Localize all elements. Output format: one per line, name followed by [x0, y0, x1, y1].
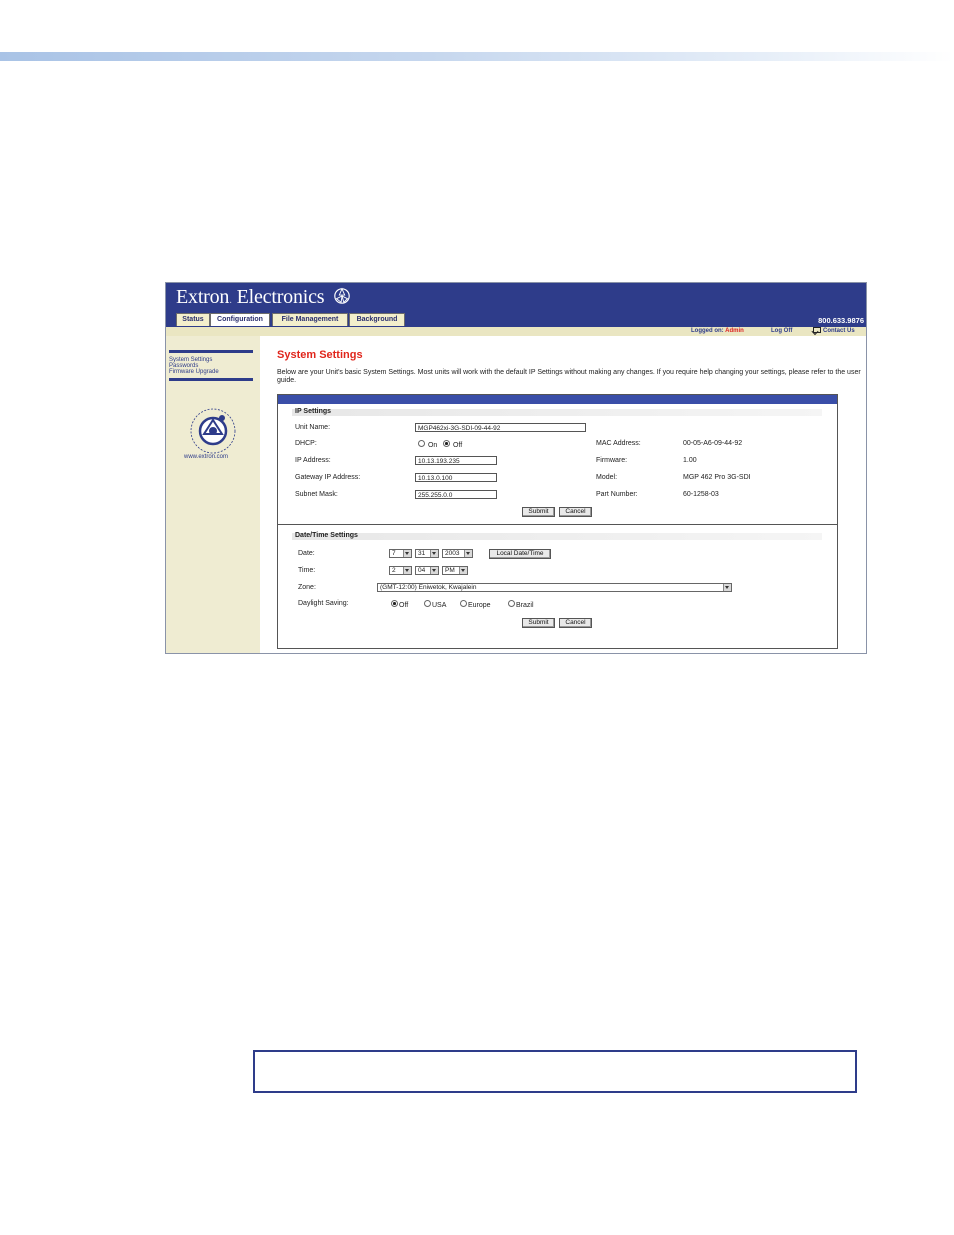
- year-select[interactable]: [442, 549, 473, 558]
- brand-name-part: Extron: [176, 286, 230, 308]
- info-bar: [166, 327, 866, 336]
- brand-name-part: Electronics: [236, 286, 325, 308]
- chevron-down-icon: [403, 550, 411, 557]
- minute-select[interactable]: [415, 566, 439, 575]
- ampm-value: PM: [445, 567, 455, 574]
- page-title: System Settings: [277, 349, 363, 361]
- dst-europe-radio[interactable]: [460, 600, 491, 609]
- contact-us-link[interactable]: [813, 327, 855, 336]
- sidebar-item-firmware-upgrade[interactable]: Firmware Upgrade: [169, 369, 219, 375]
- dst-brazil-label: Brazil: [516, 602, 534, 609]
- chevron-down-icon: [430, 567, 438, 574]
- part-number-value: 60-1258-03: [683, 491, 719, 498]
- dst-off-radio[interactable]: [391, 600, 408, 609]
- ip-cancel-button[interactable]: Cancel: [559, 507, 592, 517]
- page-top-bar: [0, 52, 954, 61]
- sidebar: [166, 336, 260, 654]
- mac-address-value: 00-05-A6-09-44-92: [683, 440, 743, 447]
- part-number-label: Part Number:: [596, 491, 638, 498]
- ip-section-band: [292, 409, 822, 416]
- dhcp-label: DHCP:: [295, 440, 317, 447]
- ip-submit-button[interactable]: Submit: [522, 507, 555, 517]
- section-divider: [278, 524, 837, 525]
- award-seal-icon: [188, 406, 238, 456]
- radio-icon: [418, 440, 425, 447]
- intro-text: Below are your Unit's basic System Settings. Most units will work with the default IP Settings without making any changes. If you require help changing your settings, please refer to the user guide.: [277, 369, 861, 384]
- radio-icon: [460, 600, 467, 607]
- firmware-value: 1.00: [683, 457, 697, 464]
- chevron-down-icon: [464, 550, 472, 557]
- header-banner: [166, 283, 866, 327]
- tab-status[interactable]: Status: [176, 313, 210, 326]
- globe-icon: [333, 287, 351, 305]
- zone-label: Zone:: [298, 584, 316, 591]
- tab-file-management[interactable]: File Management: [272, 313, 348, 326]
- sidebar-rule-top: [169, 350, 253, 353]
- chevron-down-icon: [403, 567, 411, 574]
- subnet-mask-label: Subnet Mask:: [295, 491, 338, 498]
- sidebar-rule-bottom: [169, 378, 253, 381]
- browser-screenshot: [165, 282, 867, 654]
- dst-europe-label: Europe: [468, 602, 491, 609]
- datetime-settings-heading: Date/Time Settings: [295, 532, 358, 539]
- dhcp-on-radio[interactable]: [418, 440, 437, 449]
- firmware-label: Firmware:: [596, 457, 628, 464]
- phone-number: 800.633.9876: [818, 316, 864, 325]
- ip-address-input[interactable]: 10.13.193.235: [415, 456, 497, 465]
- ampm-select[interactable]: [442, 566, 468, 575]
- chevron-down-icon: [723, 584, 731, 591]
- time-label: Time:: [298, 567, 316, 574]
- mail-icon: [813, 327, 821, 333]
- unit-name-label: Unit Name:: [295, 424, 331, 431]
- dst-usa-label: USA: [432, 602, 447, 609]
- local-date-time-button[interactable]: Local Date/Time: [489, 549, 551, 559]
- daylight-saving-label: Daylight Saving:: [298, 600, 349, 607]
- hour-value: 2: [392, 567, 396, 574]
- dst-usa-radio[interactable]: [424, 600, 446, 609]
- minute-value: 04: [418, 567, 426, 574]
- model-label: Model:: [596, 474, 618, 481]
- dhcp-on-label: On: [427, 442, 438, 449]
- model-value: MGP 462 Pro 3G-SDI: [683, 474, 751, 481]
- radio-icon: [424, 600, 431, 607]
- logged-on-user: Admin: [725, 328, 744, 334]
- chevron-down-icon: [459, 567, 467, 574]
- ip-settings-heading: IP Settings: [295, 408, 332, 415]
- month-select[interactable]: [389, 549, 412, 558]
- settings-panel: [277, 394, 838, 649]
- subnet-mask-input[interactable]: 255.255.0.0: [415, 490, 497, 499]
- gateway-input[interactable]: 10.13.0.100: [415, 473, 497, 482]
- brand-dot: .: [229, 294, 232, 306]
- zone-value: (GMT-12:00) Eniwetok, Kwajalein: [380, 584, 477, 591]
- tab-background[interactable]: Background: [349, 313, 405, 326]
- dhcp-off-radio[interactable]: [443, 440, 462, 449]
- contact-us-label: Contact Us: [823, 328, 855, 334]
- logged-on-label: Logged on:: [691, 328, 724, 334]
- chevron-down-icon: [430, 550, 438, 557]
- ip-address-label: IP Address:: [295, 457, 331, 464]
- month-value: 7: [392, 550, 396, 557]
- datetime-submit-button[interactable]: Submit: [522, 618, 555, 628]
- dst-brazil-radio[interactable]: [508, 600, 534, 609]
- hour-select[interactable]: [389, 566, 412, 575]
- gateway-label: Gateway IP Address:: [295, 474, 361, 481]
- radio-selected-icon: [443, 440, 450, 447]
- dst-off-label: Off: [399, 602, 409, 609]
- main-content: [260, 336, 866, 654]
- note-box: [253, 1050, 857, 1093]
- website-link[interactable]: www.extron.com: [184, 454, 229, 460]
- mac-address-label: MAC Address:: [596, 440, 641, 447]
- day-value: 31: [418, 550, 426, 557]
- logged-on-status: [691, 327, 744, 336]
- unit-name-input[interactable]: MGP462xi-3G-SDI-09-44-92: [415, 423, 586, 432]
- radio-icon: [508, 600, 515, 607]
- datetime-cancel-button[interactable]: Cancel: [559, 618, 592, 628]
- sidebar-item-passwords[interactable]: Passwords: [169, 363, 199, 369]
- datetime-section-band: [292, 533, 822, 540]
- radio-selected-icon: [391, 600, 398, 607]
- tab-configuration[interactable]: Configuration: [210, 313, 270, 326]
- year-value: 2003: [445, 550, 460, 557]
- date-label: Date:: [298, 550, 315, 557]
- log-off-link[interactable]: Log Off: [771, 328, 793, 334]
- brand-logo: [176, 286, 351, 309]
- zone-select[interactable]: [377, 583, 732, 592]
- day-select[interactable]: [415, 549, 439, 558]
- sidebar-item-system-settings[interactable]: System Settings: [169, 357, 213, 363]
- panel-header-band: [278, 395, 837, 404]
- dhcp-off-label: Off: [452, 442, 463, 449]
